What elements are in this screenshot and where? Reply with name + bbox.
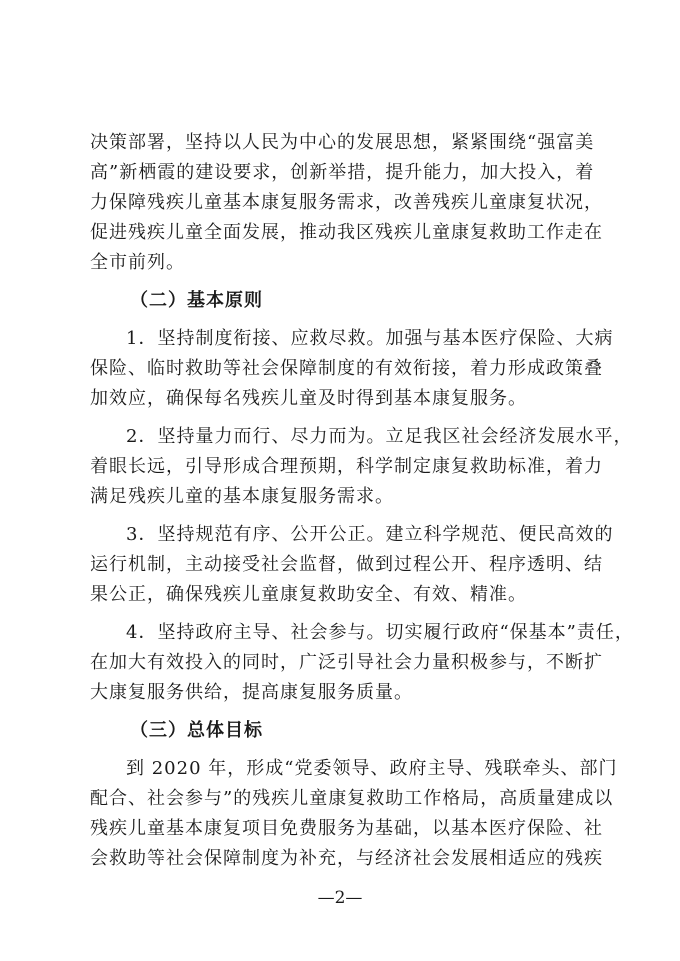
text-line: 大康复服务供给，提高康复服务质量。 — [90, 682, 413, 703]
paragraph — [90, 324, 614, 414]
heading-text: （三）总体目标 — [130, 720, 263, 741]
text-line: 高”新栖霞的建设要求，创新举措，提升能力，加大投入，着 — [90, 162, 595, 183]
text-line: 1．坚持制度衔接、应救尽救。加强与基本医疗保险、大病 — [126, 328, 614, 349]
text-line: 促进残疾儿童全面发展，推动我区残疾儿童康复救助工作走在 — [90, 222, 603, 243]
text-line: 果公正，确保残疾儿童康复救助安全、有效、精准。 — [90, 584, 527, 605]
page-number: —2— — [317, 888, 363, 908]
paragraph — [90, 754, 618, 874]
text-line: 运行机制，主动接受社会监督，做到过程公开、程序透明、结 — [90, 554, 603, 575]
text-line: 2．坚持量力而行、尽力而为。立足我区社会经济发展水平， — [126, 426, 633, 447]
paragraph — [90, 422, 633, 512]
text-line: 残疾儿童基本康复项目免费服务为基础，以基本医疗保险、社 — [90, 818, 603, 839]
paragraph — [90, 520, 614, 610]
text-line: 会救助等社会保障制度为补充，与经济社会发展相适应的残疾 — [90, 848, 603, 869]
paragraph-spacer — [90, 746, 590, 754]
paragraph-spacer — [90, 708, 590, 716]
text-line: 满足残疾儿童的基本康复服务需求。 — [90, 486, 394, 507]
text-line: 全市前列。 — [90, 252, 185, 273]
text-line: 保险、临时救助等社会保障制度的有效衔接，着力形成政策叠 — [90, 358, 603, 379]
paragraph-spacer — [90, 512, 590, 520]
section-heading — [90, 286, 590, 316]
paragraph — [90, 618, 634, 708]
text-line: 配合、社会参与”的残疾儿童康复救助工作格局，高质量建成以 — [90, 788, 614, 809]
paragraph-spacer — [90, 316, 590, 324]
paragraph-spacer — [90, 278, 590, 286]
section-heading — [90, 716, 590, 746]
text-line: 3．坚持规范有序、公开公正。建立科学规范、便民高效的 — [126, 524, 614, 545]
text-line: 到 2020 年，形成“党委领导、政府主导、残联牵头、部门 — [126, 758, 618, 779]
text-line: 决策部署，坚持以人民为中心的发展思想，紧紧围绕“强富美 — [90, 132, 595, 153]
document-body — [90, 128, 634, 874]
paragraph — [90, 128, 603, 278]
text-line: 在加大有效投入的同时，广泛引导社会力量积极参与，不断扩 — [90, 652, 603, 673]
heading-text: （二）基本原则 — [130, 290, 263, 311]
paragraph-spacer — [90, 414, 590, 422]
paragraph-spacer — [90, 610, 590, 618]
text-line: 4．坚持政府主导、社会参与。切实履行政府“保基本”责任， — [126, 622, 634, 643]
text-line: 着眼长远，引导形成合理预期，科学制定康复救助标准，着力 — [90, 456, 603, 477]
text-line: 力保障残疾儿童基本康复服务需求，改善残疾儿童康复状况， — [90, 192, 603, 213]
text-line: 加效应，确保每名残疾儿童及时得到基本康复服务。 — [90, 388, 527, 409]
